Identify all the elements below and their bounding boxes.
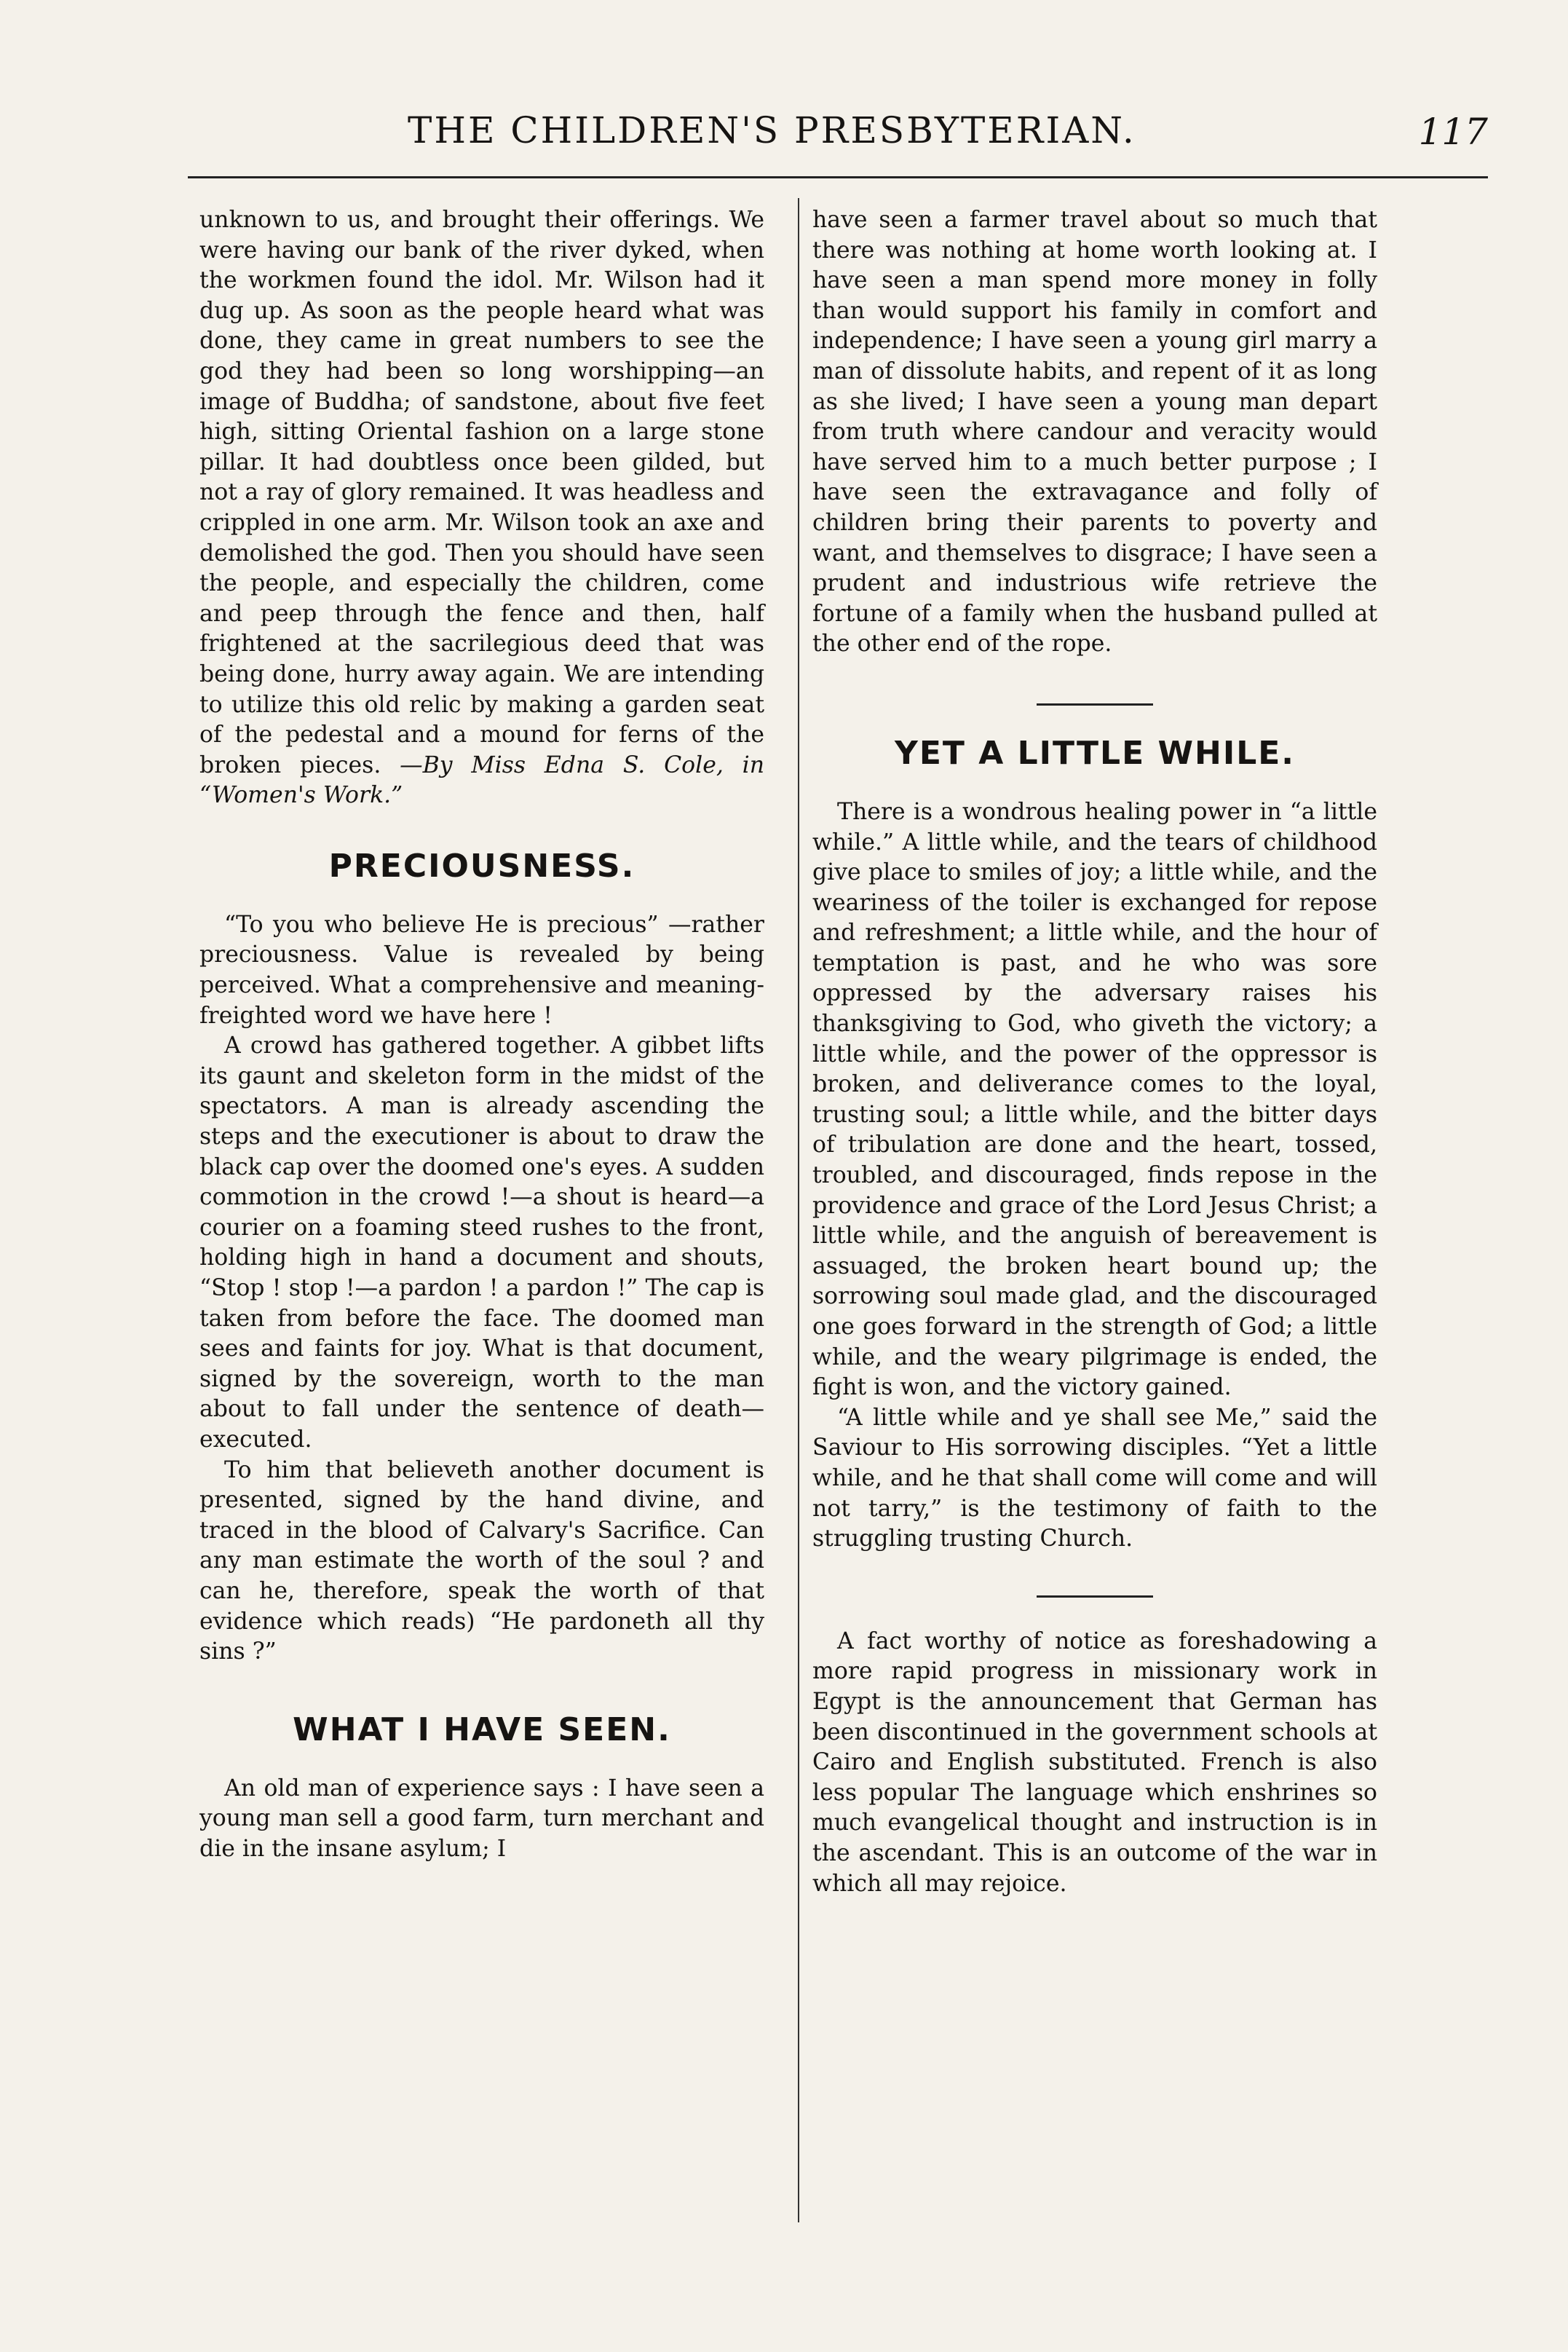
section-divider <box>1037 703 1153 706</box>
running-title: THE CHILDREN'S PRESBYTERIAN. <box>408 109 1136 151</box>
heading-what-i-have-seen: WHAT I HAVE SEEN. <box>293 1710 671 1748</box>
heading-yet-a-little-while: YET A LITTLE WHILE. <box>894 734 1295 772</box>
article-continuation <box>199 205 764 811</box>
heading-preciousness: PRECIOUSNESS. <box>328 847 635 885</box>
left-column <box>199 205 764 1865</box>
page-header <box>189 109 1488 167</box>
paragraph: A fact worthy of notice as foreshadowing a more rapid progress in missionary work in Egypt is the announcement that German has been discontinued in the government schools at Cairo and English substituted. French is also less popular The language which enshrines so much evangelical thought and instruction is in the ascendant. This is an outcome of the war in which all may rejoice. <box>812 1627 1377 1897</box>
right-column <box>812 205 1377 1899</box>
page-number: 117 <box>1418 111 1488 153</box>
paragraph: “To you who believe He is precious” —rather preciousness. Value is revealed by being perceived. What a comprehensive and meaning-freighted word we have here ! <box>199 911 764 1029</box>
header-rule <box>188 176 1488 178</box>
section-divider <box>1037 1595 1153 1598</box>
paragraph: “A little while and ye shall see Me,” said the Saviour to His sorrowing disciples. “Yet a little while, and he that shall come will come and will not tarry,” is the testimony of faith to the struggling trusting Church. <box>812 1404 1377 1552</box>
article-attribution: —By Miss Edna S. Cole, in “Women's Work.” <box>199 751 765 809</box>
article-body: unknown to us, and brought their offerings. We were having our bank of the river dyked, when the workmen found the idol. Mr. Wilson had it dug up. As soon as the people heard what was done, they came in great numbers to see the god they had been so long worshipping—an image of Buddha; of sandstone, about five feet high, sitting Oriental fashion on a large stone pillar. It had doubtless once been gilded, but not a ray of glory remained. It was headless and crippled in one arm. Mr. Wilson took an axe and demolished the god. Then you should have seen the people, and especially the children, come and peep through the fence and then, half frightened at the sacrilegious deed that was being done, hurry away again. We are intending to utilize this old relic by making a garden seat of the pedestal and a mound for ferns of the broken pieces. <box>199 207 764 778</box>
paragraph: There is a wondrous healing power in “a little while.” A little while, and the tears of childhood give place to smiles of joy; a little while, and the weariness of the toiler is exchanged for repose and refreshment; a little while, and the hour of temptation is past, and he who was sore oppressed by the adversary raises his thanksgiving to God, who giveth the victory; a little while, and the power of the oppressor is broken, and deliverance comes to the loyal, trusting soul; a little while, and the bitter days of tribulation are done and the heart, tossed, troubled, and discouraged, finds repose in the providence and grace of the Lord Jesus Christ; a little while, and the anguish of bereavement is assuaged, the broken heart bound up; the sorrowing soul made glad, and the discouraged one goes forward in the strength of God; a little while, and the weary pilgrimage is ended, the fight is won, and the victory gained. <box>812 798 1377 1401</box>
paragraph: A crowd has gathered together. A gibbet lifts its gaunt and skeleton form in the midst of the spectators. A man is already ascending the steps and the executioner is about to draw the black cap over the doomed one's eyes. A sudden commotion in the crowd !—a shout is heard—a courier on a foaming steed rushes to the front, holding high in hand a document and shouts, “Stop ! stop !—a pardon ! a pardon !” The cap is taken from before the face. The doomed man sees and faints for joy. What is that document, signed by the sovereign, worth to the man about to fall under the sentence of death—executed. <box>199 1033 764 1453</box>
article-continuation: have seen a farmer travel about so much that there was nothing at home worth looking at. I have seen a man spend more money in folly than would support his family in comfort and independence; I have seen a young girl marry a man of dissolute habits, and repent of it as long as she lived; I have seen a young man depart from truth where candour and veracity would have served him to a much better purpose ; I have seen the extravagance and folly of children bring their parents to poverty and want, and themselves to disgrace; I have seen a prudent and industrious wife retrieve the fortune of a family when the husband pulled at the other end of the rope. <box>812 207 1377 658</box>
paragraph: To him that believeth another document is presented, signed by the hand divine, and traced in the blood of Calvary's Sacrifice. Can any man estimate the worth of the soul ? and can he, therefore, speak the worth of that evidence which reads) “He pardoneth all thy sins ?” <box>199 1456 764 1665</box>
column-rule <box>798 198 799 2222</box>
paragraph: An old man of experience says : I have seen a young man sell a good farm, turn merchant and die in the insane asylum; I <box>199 1775 764 1862</box>
